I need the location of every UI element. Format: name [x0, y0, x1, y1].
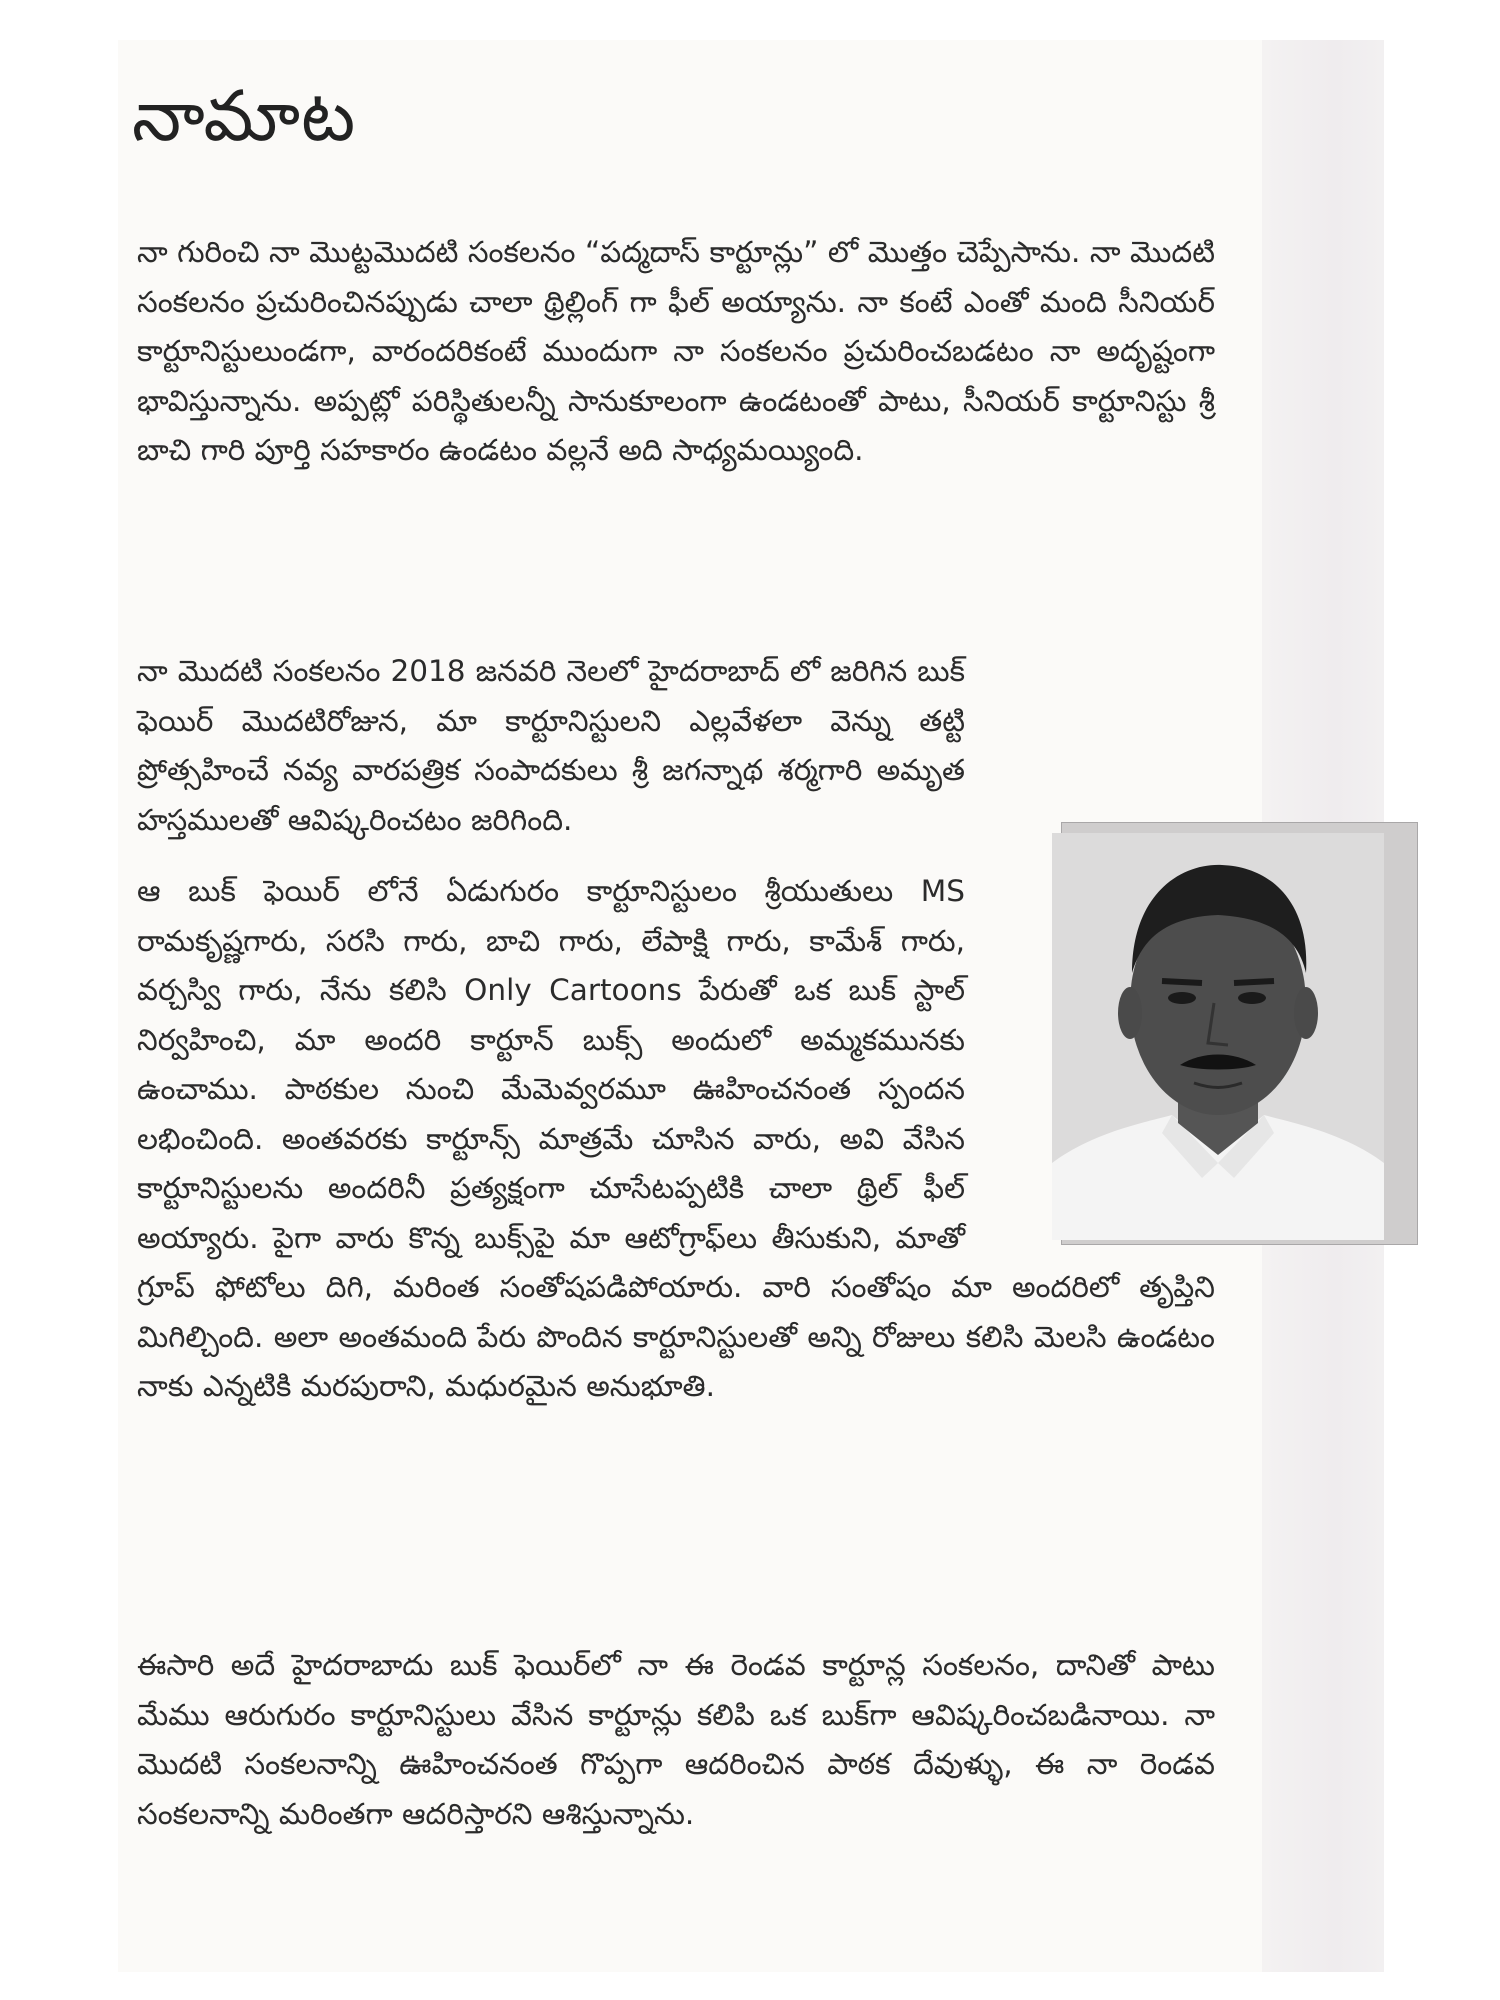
- author-photo: [1052, 833, 1384, 1240]
- paragraph-3-text: ఆ బుక్ ఫెయిర్ లోనే ఏడుగురం కార్టూనిస్టులం శ్రీయుతులు MS రామకృష్ణగారు, సరసి గారు, బాచి గారు, లేపాక్షి గారు, కామేశ్ గారు, వర్చస్వి గారు, నేను కలిసి Only Cartoons పేరుతో ఒక బుక్ స్టాల్ నిర్వహించి, మా అందరి కార్టూన్ బుక్స్ అందులో అమ్మకమునకు ఉంచాము. పాఠకుల నుంచి మేమెవ్వరమూ ఊహించనంత స్పందన లభించింది. అంతవరకు కార్టూన్స్ మాత్రమే చూసిన వారు, అవి వేసిన కార్టూనిస్టులను అందరినీ ప్రత్యక్షంగా చూసేటప్పటికి చాలా థ్రిల్ ఫీల్ అయ్యారు. పైగా వారు కొన్న బుక్స్‌పై మా ఆటోగ్రాఫ్‌లు తీసుకుని, మాతో గ్రూప్ ఫోటోలు దిగి, మరింత సంతోషపడిపోయారు. వారి సంతోషం మా అందరిలో తృప్తిని మిగిల్చింది. అలా అంతమంది పేరు పొందిన కార్టూనిస్టులతో అన్ని రోజులు కలిసి మెలసి ఉండటం నాకు ఎన్నటికి మరపురాని, మధురమైన అనుభూతి.: [137, 874, 1215, 1403]
- page-title: నామాట: [132, 75, 357, 157]
- paragraph-4: ఈసారి అదే హైదరాబాదు బుక్ ఫెయిర్‌లో నా ఈ రెండవ కార్టూన్ల సంకలనం, దానితో పాటు మేము ఆరుగురం కార్టూనిస్టులు వేసిన కార్టూన్లు కలిపి ఒక బుక్‌గా ఆవిష్కరించబడినాయి. నా మొదటి సంకలనాన్ని ఊహించనంత గొప్పగా ఆదరించిన పాఠక దేవుళ్ళు, ఈ నా రెండవ సంకలనాన్ని మరింతగా ఆదరిస్తారని ఆశిస్తున్నాను.: [137, 1648, 1215, 1831]
- paragraph-1: నా గురించి నా మొట్టమొదటి సంకలనం “పద్మదాస్ కార్టూన్లు” లో మొత్తం చెప్పేసాను. నా మొదటి సంకలనం ప్రచురించినప్పుడు చాలా థ్రిల్లింగ్ గా ఫీల్ అయ్యాను. నా కంటే ఎంతో మంది సీనియర్ కార్టూనిస్టులుండగా, వారందరికంటే ముందుగా నా సంకలనం ప్రచురించబడటం నా అదృష్టంగా భావిస్తున్నాను. అప్పట్లో పరిస్థితులన్నీ సానుకూలంగా ఉండటంతో పాటు, సీనియర్ కార్టూనిస్టు శ్రీ బాచి గారి పూర్తి సహకారం ఉండటం వల్లనే అది సాధ్యమయ్యింది.: [137, 235, 1215, 467]
- paragraph-2-text: నా మొదటి సంకలనం 2018 జనవరి నెలలో హైదరాబాద్ లో జరిగిన బుక్ ఫెయిర్ మొదటిరోజున, మా కార్టూనిస్టులని ఎల్లవేళలా వెన్ను తట్టి ప్రోత్సహించే నవ్య వారపత్రిక సంపాదకులు శ్రీ జగన్నాథ శర్మగారి అమృత హస్తములతో ఆవిష్కరించటం జరిగింది.: [137, 654, 965, 837]
- author-portrait-image: [1052, 833, 1384, 1240]
